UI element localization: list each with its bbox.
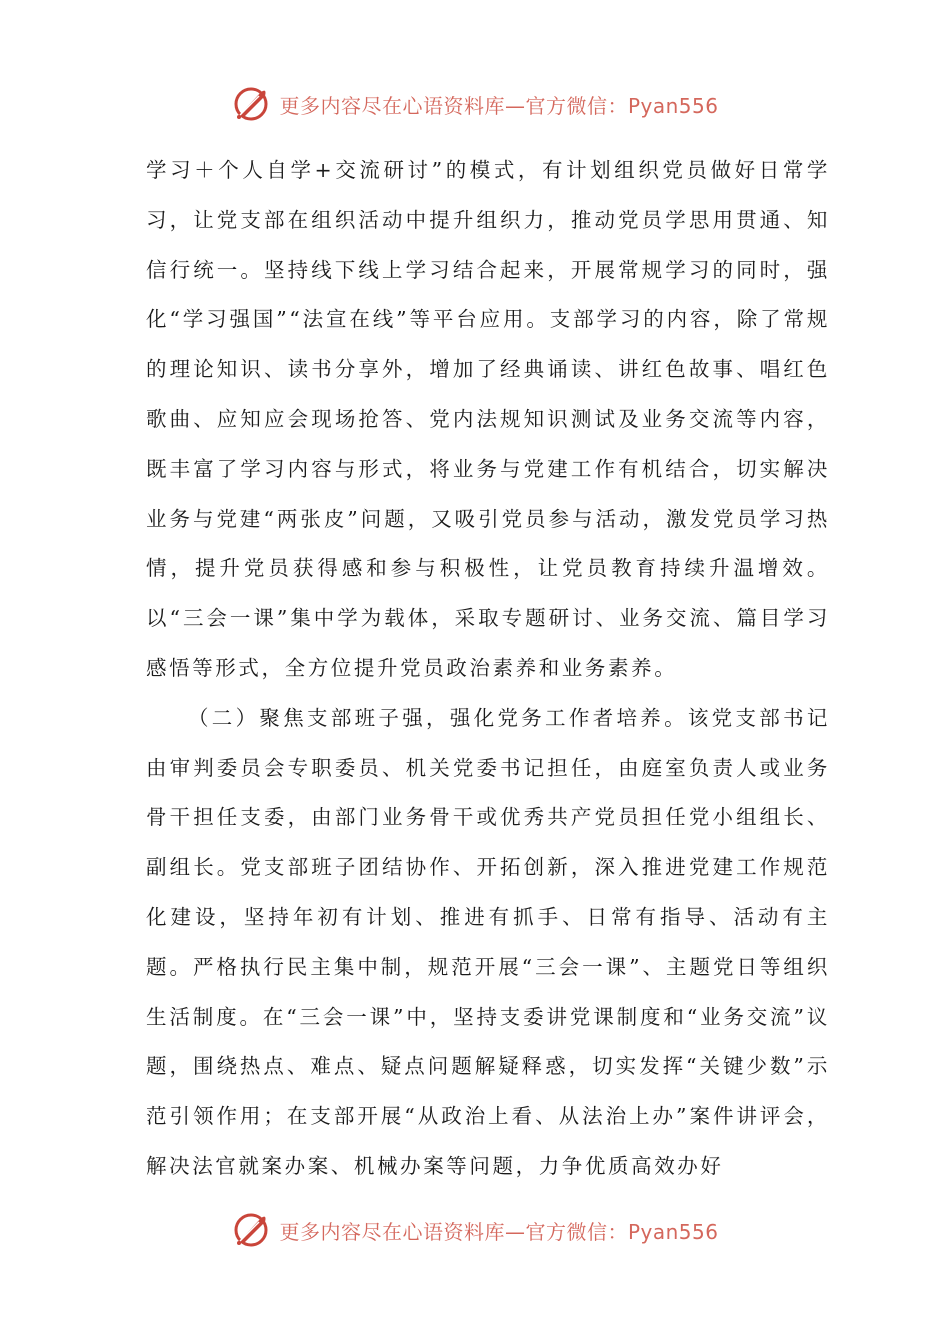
watermark-text: 更多内容尽在心语资料库—官方微信：Pyan556 xyxy=(279,93,719,118)
document-body xyxy=(146,146,830,1192)
quill-pen-logo-icon xyxy=(231,1210,271,1250)
quill-pen-logo-icon xyxy=(231,84,271,124)
paragraph: （二）聚焦支部班子强，强化党务工作者培养。该党支部书记由审判委员会专职委员、机关党委书记担任，由庭室负责人或业务骨干担任支委，由部门业务骨干或优秀共产党员担任党小组组长、副组长。党支部班子团结协作、开拓创新，深入推进党建工作规范化建设，坚持年初有计划、推进有抓手、日常有指导、活动有主题。严格执行民主集中制，规范开展“三会一课”、主题党日等组织生活制度。在“三会一课”中，坚持支委讲党课制度和“业务交流”议题，围绕热点、难点、疑点问题解疑释惑，切实发挥“关键少数”示范引领作用；在支部开展“从政治上看、从法治上办”案件讲评会，解决法官就案办案、机械办案等问题，力争优质高效办好 xyxy=(146,705,830,1178)
watermark-banner-bottom xyxy=(0,1208,950,1252)
watermark-text: 更多内容尽在心语资料库—官方微信：Pyan556 xyxy=(279,1219,719,1244)
paragraph: 学习＋个人自学+交流研讨”的模式，有计划组织党员做好日常学习，让党支部在组织活动中提升组织力，推动党员学思用贯通、知信行统一。坚持线下线上学习结合起来，开展常规学习的同时，强化“学习强国”“法宣在线”等平台应用。支部学习的内容，除了常规的理论知识、读书分享外，增加了经典诵读、讲红色故事、唱红色歌曲、应知应会现场抢答、党内法规知识测试及业务交流等内容，既丰富了学习内容与形式，将业务与党建工作有机结合，切实解决业务与党建“两张皮”问题，又吸引党员参与活动，激发党员学习热情，提升党员获得感和参与积极性，让党员教育持续升温增效。以“三会一课”集中学为载体，采取专题研讨、业务交流、篇目学习感悟等形式，全方位提升党员政治素养和业务素养。 xyxy=(146,158,830,680)
watermark-banner-top xyxy=(0,82,950,126)
